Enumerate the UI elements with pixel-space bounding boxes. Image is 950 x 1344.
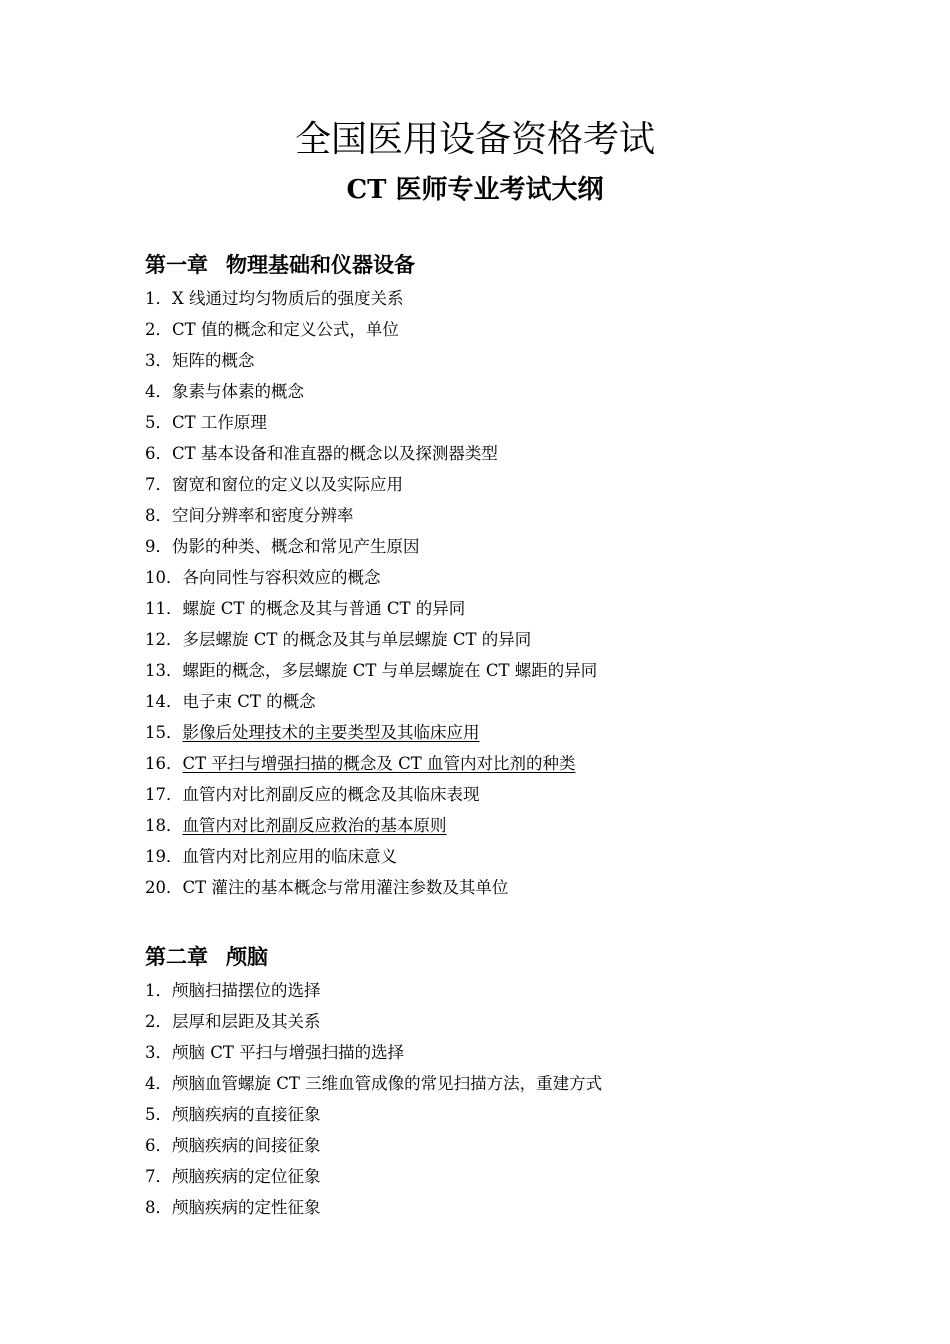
- outline-item-number: 20．: [145, 878, 183, 897]
- document-subtitle: CT 医师专业考试大纲: [346, 175, 604, 205]
- outline-item-text: 颅脑疾病的定性征象: [172, 1198, 321, 1217]
- outline-item-number: 2．: [145, 1012, 172, 1031]
- outline-item-number: 16．: [145, 754, 183, 773]
- chapter-2-section: [145, 939, 905, 1223]
- outline-item-number: 13．: [145, 661, 183, 680]
- outline-item-text: 血管内对比剂应用的临床意义: [182, 847, 397, 866]
- outline-item-number: 1．: [145, 289, 172, 308]
- outline-item-text: 颅脑 CT 平扫与增强扫描的选择: [172, 1043, 405, 1062]
- outline-item-number: 6．: [145, 444, 172, 463]
- outline-item-number: 8．: [145, 506, 172, 525]
- outline-item: [145, 1130, 905, 1161]
- outline-item-number: 19．: [145, 847, 183, 866]
- outline-item-text: 血管内对比剂副反应的概念及其临床表现: [182, 785, 480, 804]
- outline-item: [145, 810, 905, 841]
- outline-item-text: 颅脑疾病的直接征象: [172, 1105, 321, 1124]
- outline-item-number: 4．: [145, 1074, 172, 1093]
- outline-item-number: 2．: [145, 320, 172, 339]
- outline-item-number: 9．: [145, 537, 172, 556]
- outline-item: [145, 1099, 905, 1130]
- outline-item-number: 5．: [145, 413, 172, 432]
- chapter-1-section: [145, 247, 905, 903]
- outline-item: [145, 500, 905, 531]
- outline-item: [145, 779, 905, 810]
- outline-item-text: 空间分辨率和密度分辨率: [172, 506, 354, 525]
- chapter-1-item-list: [145, 283, 905, 903]
- outline-item: [145, 469, 905, 500]
- outline-item-text: CT 灌注的基本概念与常用灌注参数及其单位: [182, 878, 509, 897]
- outline-item: [145, 1161, 905, 1192]
- outline-item: [145, 717, 905, 748]
- outline-item: [145, 593, 905, 624]
- outline-item-number: 11．: [145, 599, 183, 618]
- outline-item: [145, 1006, 905, 1037]
- outline-item-text: 螺旋 CT 的概念及其与普通 CT 的异同: [182, 599, 466, 618]
- outline-item-number: 3．: [145, 1043, 172, 1062]
- outline-item-text: 颅脑疾病的定位征象: [172, 1167, 321, 1186]
- outline-item: [145, 975, 905, 1006]
- outline-item-number: 18．: [145, 816, 183, 835]
- outline-item-text: CT 平扫与增强扫描的概念及 CT 血管内对比剂的种类: [182, 754, 576, 773]
- outline-item: [145, 283, 905, 314]
- outline-item-number: 5．: [145, 1105, 172, 1124]
- outline-item: [145, 841, 905, 872]
- outline-item-text: CT 基本设备和准直器的概念以及探测器类型: [172, 444, 498, 463]
- outline-item: [145, 562, 905, 593]
- outline-item: [145, 1192, 905, 1223]
- outline-item-text: X 线通过均匀物质后的强度关系: [172, 289, 404, 308]
- outline-item-number: 3．: [145, 351, 172, 370]
- outline-item-number: 17．: [145, 785, 183, 804]
- outline-item: [145, 1037, 905, 1068]
- outline-item-text: CT 工作原理: [172, 413, 267, 432]
- outline-item-number: 14．: [145, 692, 183, 711]
- outline-item: [145, 376, 905, 407]
- outline-item-number: 10．: [145, 568, 183, 587]
- outline-item-text: 影像后处理技术的主要类型及其临床应用: [182, 723, 480, 742]
- outline-item-number: 15．: [145, 723, 183, 742]
- chapter-2-item-list: [145, 975, 905, 1223]
- outline-item: [145, 407, 905, 438]
- outline-item: [145, 1068, 905, 1099]
- outline-item-number: 6．: [145, 1136, 172, 1155]
- document-title: 全国医用设备资格考试: [294, 119, 655, 160]
- outline-item: [145, 314, 905, 345]
- outline-item-number: 7．: [145, 1167, 172, 1186]
- outline-item-text: 螺距的概念，多层螺旋 CT 与单层螺旋在 CT 螺距的异同: [182, 661, 598, 680]
- outline-item-text: 颅脑血管螺旋 CT 三维血管成像的常见扫描方法，重建方式: [172, 1074, 603, 1093]
- outline-item: [145, 872, 905, 903]
- chapter-2-name: 颅脑: [226, 945, 268, 969]
- outline-item: [145, 655, 905, 686]
- outline-item-text: 多层螺旋 CT 的概念及其与单层螺旋 CT 的异同: [182, 630, 532, 649]
- outline-item-number: 12．: [145, 630, 183, 649]
- outline-item-text: 窗宽和窗位的定义以及实际应用: [172, 475, 403, 494]
- outline-item-text: 矩阵的概念: [172, 351, 255, 370]
- outline-item-text: 电子束 CT 的概念: [182, 692, 316, 711]
- outline-item: [145, 438, 905, 469]
- outline-item: [145, 345, 905, 376]
- chapter-2-heading: [145, 939, 905, 975]
- outline-item-number: 4．: [145, 382, 172, 401]
- outline-item-text: 层厚和层距及其关系: [172, 1012, 321, 1031]
- outline-item: [145, 624, 905, 655]
- outline-item-number: 8．: [145, 1198, 172, 1217]
- outline-item-number: 1．: [145, 981, 172, 1000]
- chapter-1-heading: [145, 247, 905, 283]
- outline-item-text: 象素与体素的概念: [172, 382, 304, 401]
- outline-item-text: 伪影的种类、概念和常见产生原因: [172, 537, 420, 556]
- chapter-2-number: 第二章: [145, 945, 208, 969]
- chapter-1-name: 物理基础和仪器设备: [226, 253, 415, 277]
- outline-item-text: 颅脑疾病的间接征象: [172, 1136, 321, 1155]
- outline-item: [145, 748, 905, 779]
- chapter-1-number: 第一章: [145, 253, 208, 277]
- outline-item-text: CT 值的概念和定义公式，单位: [172, 320, 399, 339]
- outline-item-text: 血管内对比剂副反应救治的基本原则: [182, 816, 447, 835]
- outline-item-text: 各向同性与容积效应的概念: [182, 568, 381, 587]
- outline-item-text: 颅脑扫描摆位的选择: [172, 981, 321, 1000]
- outline-item: [145, 531, 905, 562]
- outline-item-number: 7．: [145, 475, 172, 494]
- outline-item: [145, 686, 905, 717]
